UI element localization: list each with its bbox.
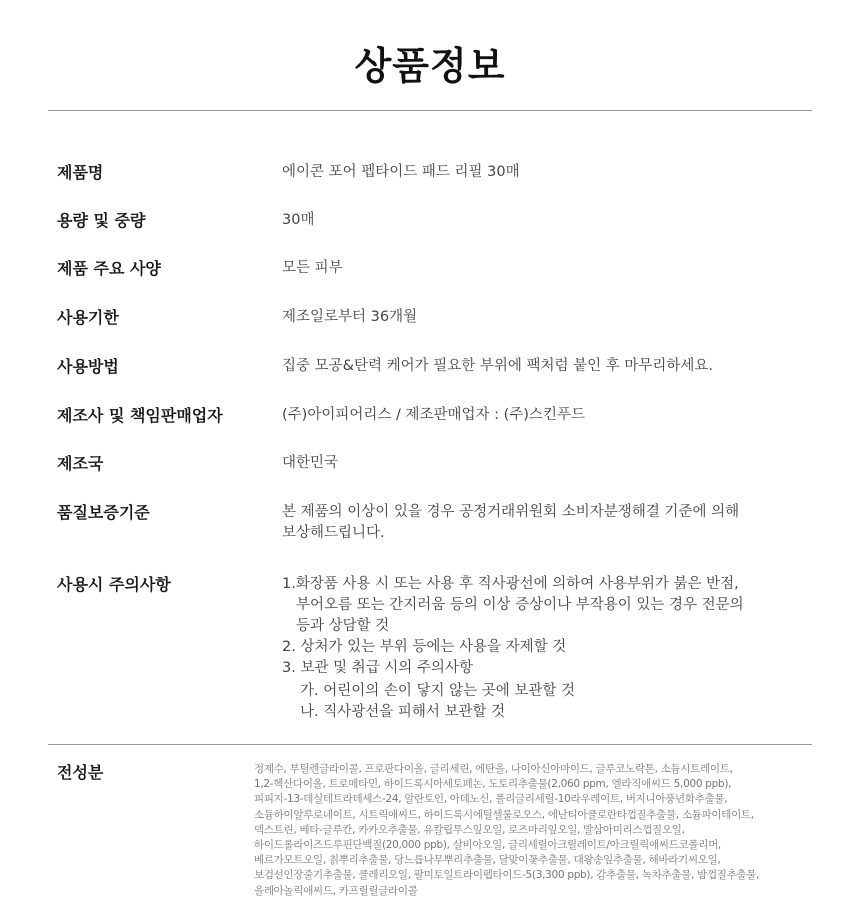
value-line: 1.화장품 사용 시 또는 사용 후 직사광선에 의하여 사용부위가 붉은 반점,: [282, 576, 739, 592]
value-line: 가. 어린이의 손이 닿지 않는 곳에 보관할 것: [300, 683, 575, 699]
ingredients-line: 덱스트린, 베타-글루칸, 카카오추출물, 유칼립투스잎오일, 로즈마리잎오일, 발삼아미리스껍질오일,: [254, 823, 685, 836]
value-line: 부어오름 또는 간지러움 등의 이상 증상이나 부작용이 있는 경우 전문의: [296, 597, 744, 613]
row-label: 제품명: [57, 163, 104, 182]
page-title: 상품정보: [354, 44, 506, 88]
row-label: 사용방법: [57, 357, 119, 376]
ingredients-line: 올레아놀릭애씨드, 카프릴릴글라이콜: [254, 884, 418, 897]
row-value: [282, 574, 802, 723]
row-label: 제조국: [57, 454, 104, 473]
row-label: 제품 주요 사양: [57, 259, 161, 278]
ingredients-line: 1,2-헥산다이올, 트로메타민, 하이드록시아세토페논, 도토리추출물(2,060 ppm, 엘라직애씨드 5,000 ppb),: [254, 778, 732, 791]
row-value: (주)아이피어리스 / 제조판매업자 : (주)스킨푸드: [282, 407, 585, 423]
row-value: 모든 피부: [282, 260, 343, 276]
row-label: 품질보증기준: [57, 503, 150, 522]
row-label: 사용시 주의사항: [57, 575, 171, 594]
row-value: 집중 모공&탄력 케어가 필요한 부위에 팩처럼 붙인 후 마무리하세요.: [282, 358, 713, 374]
bottom-divider: [48, 744, 812, 745]
ingredients-line: 피피지-13-데실테트라데세스-24, 알란토인, 아데노신, 폴리글리세릴-10라우레이트, 버지니아풍년화추출물,: [254, 793, 728, 806]
row-value: 30매: [282, 212, 315, 228]
value-line: 본 제품의 이상이 있을 경우 공정거래위원회 소비자분쟁해결 기준에 의해: [282, 504, 740, 520]
ingredients-line: 베르가모트오일, 칡뿌리추출물, 당느릅나무뿌리추출물, 달맞이꽃추출물, 대왕송잎추출물, 해바라기씨오일,: [254, 854, 721, 867]
row-label: 용량 및 중량: [57, 211, 146, 230]
row-value: 제조일로부터 36개월: [282, 309, 418, 325]
ingredients-line: 소듐하이알루로네이트, 시트릭애씨드, 하이드록시에틸셀룰로오스, 에난티아클로란타껍질추출물, 소듐파이테이트,: [254, 808, 754, 821]
value-line: 등과 상담할 것: [296, 618, 390, 634]
ingredients-line: 하이드롤라이즈드루핀단백질(20,000 ppb), 살비아오일, 글리세릴아크릴레이트/아크릴릭애씨드코폴리머,: [254, 839, 721, 852]
row-label: 제조사 및 책임판매업자: [57, 406, 223, 425]
row-label: 사용기한: [57, 308, 119, 327]
row-value: 에이콘 포어 펩타이드 패드 리필 30매: [282, 164, 520, 180]
ingredients-line: 보검선인장줄기추출물, 클레리오일, 팔미토일트라이펩타이드-5(3,300 ppb), 감추출물, 녹차추출물, 밤껍질추출물,: [254, 869, 760, 882]
value-line: 2. 상처가 있는 부위 등에는 사용을 자제할 것: [282, 639, 567, 655]
value-line: 나. 직사광선을 피해서 보관할 것: [300, 704, 506, 720]
ingredients-list: [254, 762, 814, 899]
row-label: 전성분: [57, 763, 104, 782]
value-line: 보상해드립니다.: [282, 525, 385, 541]
row-value: 대한민국: [282, 455, 339, 471]
value-line: 3. 보관 및 취급 시의 주의사항: [282, 660, 473, 676]
row-value: [282, 502, 802, 544]
top-divider: [48, 110, 812, 111]
ingredients-line: 정제수, 부틸렌글라이콜, 프로판다이올, 글리세린, 에탄올, 나이아신아마이드, 글루코노락톤, 소듐시트레이트,: [254, 763, 733, 775]
